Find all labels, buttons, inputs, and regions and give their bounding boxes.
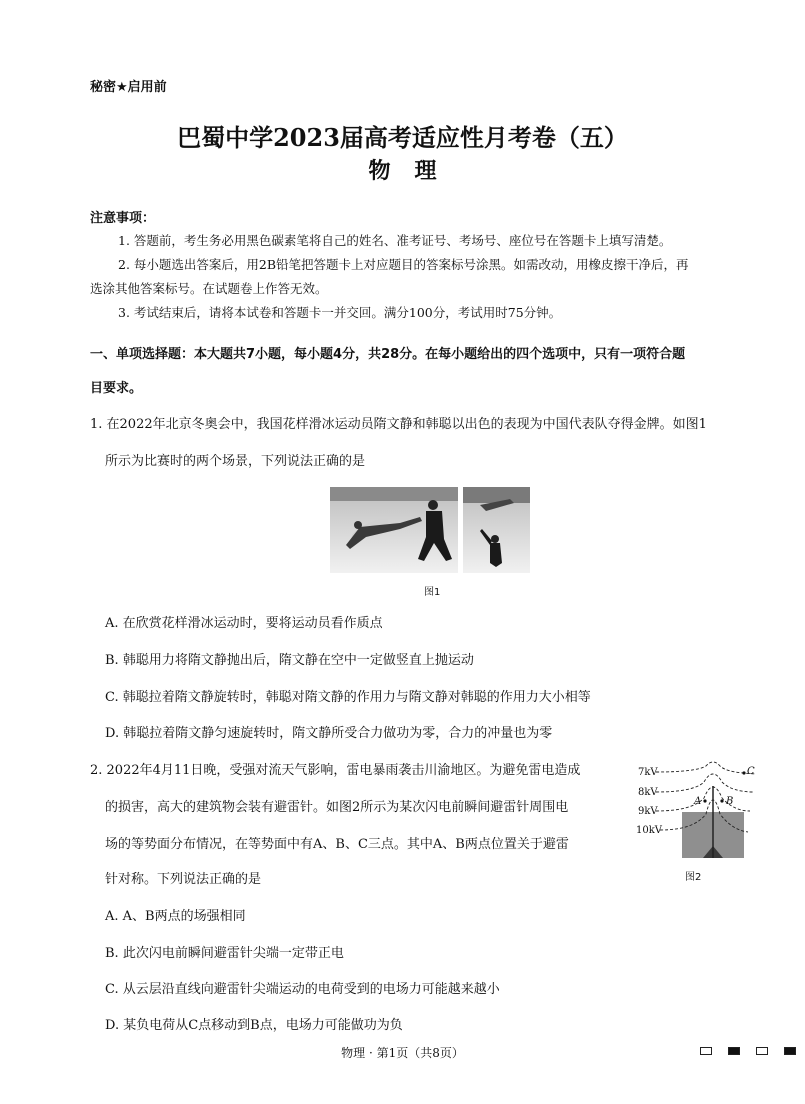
q2-stem: 2. 2022年4月11日晚，受强对流天气影响，雷电暴雨袭击川渝地区。为避免雷电造成 — [90, 763, 581, 778]
q2-figure-equipotential — [636, 756, 756, 860]
q1-figure-photos — [330, 487, 530, 573]
q2-option-c: C. 从云层沿直线向避雷针尖端运动的电荷受到的电场力可能越来越小 — [105, 982, 500, 997]
point-c: C — [747, 766, 755, 777]
section-heading: 一、单项选择题：本大题共7小题，每小题4分，共28分。在每小题给出的四个选项中，只有一项符合题 — [90, 347, 686, 362]
notice-line: 1. 答题前，考生务必用黑色碳素笔将自己的姓名、准考证号、考场号、座位号在答题卡上填写清楚。 — [118, 233, 672, 248]
confidential-label: 秘密★启用前 — [90, 80, 167, 95]
point-a: A — [694, 796, 702, 807]
q2-stem-cont: 针对称。下列说法正确的是 — [105, 872, 262, 887]
page-footer: 物理 · 第1页（共8页） — [341, 1046, 464, 1060]
q1-option-b: B. 韩聪用力将隋文静抛出后，隋文静在空中一定做竖直上抛运动 — [105, 653, 474, 668]
q2-option-d: D. 某负电荷从C点移动到B点，电场力可能做功为负 — [105, 1018, 403, 1033]
q1-stem: 1. 在2022年北京冬奥会中，我国花样滑冰运动员隋文静和韩聪以出色的表现为中国代表队夺得金牌。如图1 — [90, 417, 707, 432]
footer-mark — [728, 1047, 740, 1055]
label-9kv: 9kV — [638, 806, 658, 817]
q2-figure-caption: 图2 — [685, 872, 702, 883]
footer-mark — [784, 1047, 796, 1055]
notice-heading: 注意事项： — [90, 211, 156, 226]
notice-line: 2. 每小题选出答案后，用2B铅笔把答题卡上对应题目的答案标号涂黑。如需改动，用橡皮擦干净后，再 — [118, 257, 689, 272]
label-10kv: 10kV — [636, 825, 663, 836]
exam-title: 巴蜀中学2023届高考适应性月考卷（五） — [177, 123, 628, 152]
q2-option-a: A. A、B两点的场强相同 — [105, 909, 246, 924]
q1-option-c: C. 韩聪拉着隋文静旋转时，韩聪对隋文静的作用力与隋文静对韩聪的作用力大小相等 — [105, 690, 591, 705]
label-7kv: 7kV — [638, 767, 658, 778]
footer-mark — [700, 1047, 712, 1055]
q2-stem-cont: 的损害，高大的建筑物会装有避雷针。如图2所示为某次闪电前瞬间避雷针周围电 — [105, 800, 569, 815]
q1-figure-caption: 图1 — [424, 587, 441, 598]
q1-option-a: A. 在欣赏花样滑冰运动时，要将运动员看作质点 — [105, 616, 383, 631]
section-heading-cont: 目要求。 — [90, 381, 143, 396]
q1-option-d: D. 韩聪拉着隋文静匀速旋转时，隋文静所受合力做功为零，合力的冲量也为零 — [105, 726, 553, 741]
label-8kv: 8kV — [638, 787, 658, 798]
q2-option-b: B. 此次闪电前瞬间避雷针尖端一定带正电 — [105, 946, 344, 961]
q1-stem-cont: 所示为比赛时的两个场景，下列说法正确的是 — [105, 454, 366, 469]
subject-title: 物理 — [368, 158, 461, 184]
q2-stem-cont: 场的等势面分布情况，在等势面中有A、B、C三点。其中A、B两点位置关于避雷 — [105, 837, 569, 852]
footer-mark — [756, 1047, 768, 1055]
notice-line: 3. 考试结束后，请将本试卷和答题卡一并交回。满分100分，考试用时75分钟。 — [118, 305, 562, 320]
notice-line: 选涂其他答案标号。在试题卷上作答无效。 — [90, 281, 328, 296]
point-b: B — [726, 796, 734, 807]
